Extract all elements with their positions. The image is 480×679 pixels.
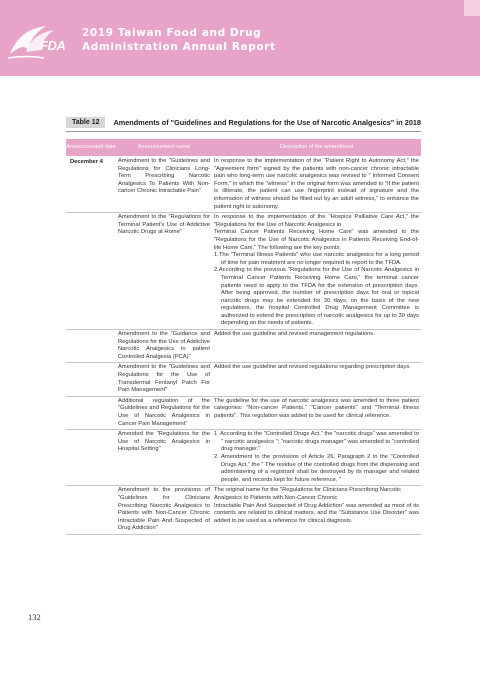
description-text: The guideline for the use of narcotic analgesics was amended to three patient categories: "Non-cancer Patients," "Cancer patients" and "Terminal illness patients". This regulation was added to be used for clinical reference. (214, 397, 419, 419)
table-row (66, 430, 421, 486)
cell-date (66, 363, 116, 395)
table-row (66, 363, 421, 396)
table-row (66, 213, 421, 330)
header-corner-tab (464, 0, 480, 16)
cell-name: Amended the "Regulations for the Use of Narcotic Analgesics in Hospital Setting" (118, 431, 210, 453)
cell-description (212, 213, 421, 329)
description-list-item: 2. Amendment to the provisions of Article 26, Paragraph 2 in the "Controlled Drugs Act," the " The residue of the controlled drugs from the dispensing and administering of a registrant shall be destroyed by its manager and related people, and records kept for future reference. " (214, 453, 419, 483)
cell-name: Additional regulation of the "Guidelines and Regulations for the Use of Narcotic Analgesics in Cancer Pain Management" (118, 397, 210, 427)
cell-description (212, 363, 421, 395)
page-number: 132 (28, 612, 41, 622)
cell-date (66, 213, 116, 329)
cell-description (212, 397, 421, 429)
table-row (66, 330, 421, 363)
table-row (66, 397, 421, 430)
table-title: Amendments of "Guidelines and Regulations for the Use of Narcotic Analgesics" in 2018 (113, 117, 421, 127)
table-label: Table 12 (66, 117, 105, 128)
cell-name: Amendment to the provisions of "Guidelines for Clinicians Prescribing Narcotic Analgesics to Patients with Non-Cancer Chronic Intractable Pain And Suspected of Drug Addiction" (118, 487, 210, 532)
column-header-date: Announcement date (66, 144, 116, 151)
cell-date (66, 330, 116, 362)
cell-name: Amendment to the "Guidelines and Regulations for the Use of Transdermal Fentanyl Patch For Pain Management" (118, 364, 210, 394)
cell-name: Amendment to the "Regulations for Terminal Patient's Use of Addictive Narcotic Drugs at Home" (118, 214, 210, 236)
description-text: Added the use guideline and revised management regulations. (214, 331, 375, 338)
table-row (66, 157, 421, 213)
description-text: Analgesics to Patients with Non-Cancer Chronic (214, 494, 338, 501)
cell-name: Amendment to the "Guidance and Regulations for the Use of Addictive Narcotic Analgesics in patient Controlled Analgesia (PCA)" (118, 331, 210, 360)
cell-date (66, 430, 116, 485)
description-text: Added the use guideline and revised regulations regarding prescription days. (214, 364, 411, 371)
description-text: The original name for the "Regulations for Clinicians Prescribing Narcotic (214, 487, 401, 494)
cell-description (212, 430, 421, 485)
column-header-description: Description of the amendment (279, 144, 354, 151)
report-title-line2: Administration Annual Report (82, 41, 276, 53)
column-header-name: Announcement name (137, 144, 191, 151)
cell-description (212, 330, 421, 362)
description-text: In response to the implementation of the "Patient Right to Autonomy Act," the "Agreement form" signed by the patients with non-cancer chronic intractable pain who long-term use narcotic analgesics was revised to " Informed Consent Form," in which the "witness" in the original form was amended to "if the patient is illiterate, the patient can use fingerprint instead of signature and the information of witness should be filled out by an adult witness," to enhance the patient right to autonomy. (214, 158, 419, 210)
table-header (66, 139, 421, 156)
logo-text: FDA (40, 38, 66, 53)
cell-description (212, 157, 421, 212)
table-caption (66, 116, 421, 128)
table-row (66, 486, 421, 535)
description-list-item: 2.According to the previous "Regulations for the Use of Narcotic Analgesics in Terminal Cancer Patients Receiving Home Care," the terminal cancer patients need to apply to the TFDA for the extension of prescription days. After being approved, the number of prescription days for oral or topical narcotic drugs may be extended for 30 days; on the basis of the new regulations, the hospital Controlled Drug Management Committee is authorized to extend the prescription of narcotic analgesics for up to 30 days depending on the needs of patients. (214, 267, 419, 327)
report-title-line1: 2019 Taiwan Food and Drug (82, 27, 262, 39)
cell-name: Amendment to the "Guidelines and Regulations for Clinicians Long-Term Prescribing Narcotic Analgesics To Patients With Non-cancer Chronic Intractable Pain" (118, 158, 210, 195)
table-body (66, 157, 421, 535)
description-text: Intractable Pain And Suspected of Drug Addiction" was amended as most of its contents are related to clinical matters, and the "Substance Use Disorder" was added to be used as a reference for clinical diagnosis. (214, 502, 419, 524)
cell-date (66, 397, 116, 429)
cell-date (66, 486, 116, 534)
cell-date: December 4 (70, 159, 103, 165)
description-list-item: 1.The "Terminal Illness Patients" who use narcotic analgesics for a long period of time for pain treatment are no longer required to report to the TFDA. (214, 252, 419, 266)
description-text: Terminal Cancer Patients Receiving Home Care" was amended to the "Regulations for the Use of Narcotic Analgesics in Patients Receiving End-of-life Home Care." The following are the key points: (214, 229, 419, 251)
header-band (0, 0, 480, 76)
report-title (82, 26, 276, 54)
description-text: In response to the implementation of the "Hospice Palliative Care Act," the "Regulations for the Use of Narcotic Analgesics in (214, 214, 419, 228)
caption-divider (66, 131, 421, 132)
description-list-item: 1. According to the "Controlled Drugs Act," the "narcotic drugs" was amended to " narcotic analgesics "; "narcotic drugs manager" was amended to "controlled drug manager." (214, 431, 419, 453)
cell-description (212, 486, 421, 534)
